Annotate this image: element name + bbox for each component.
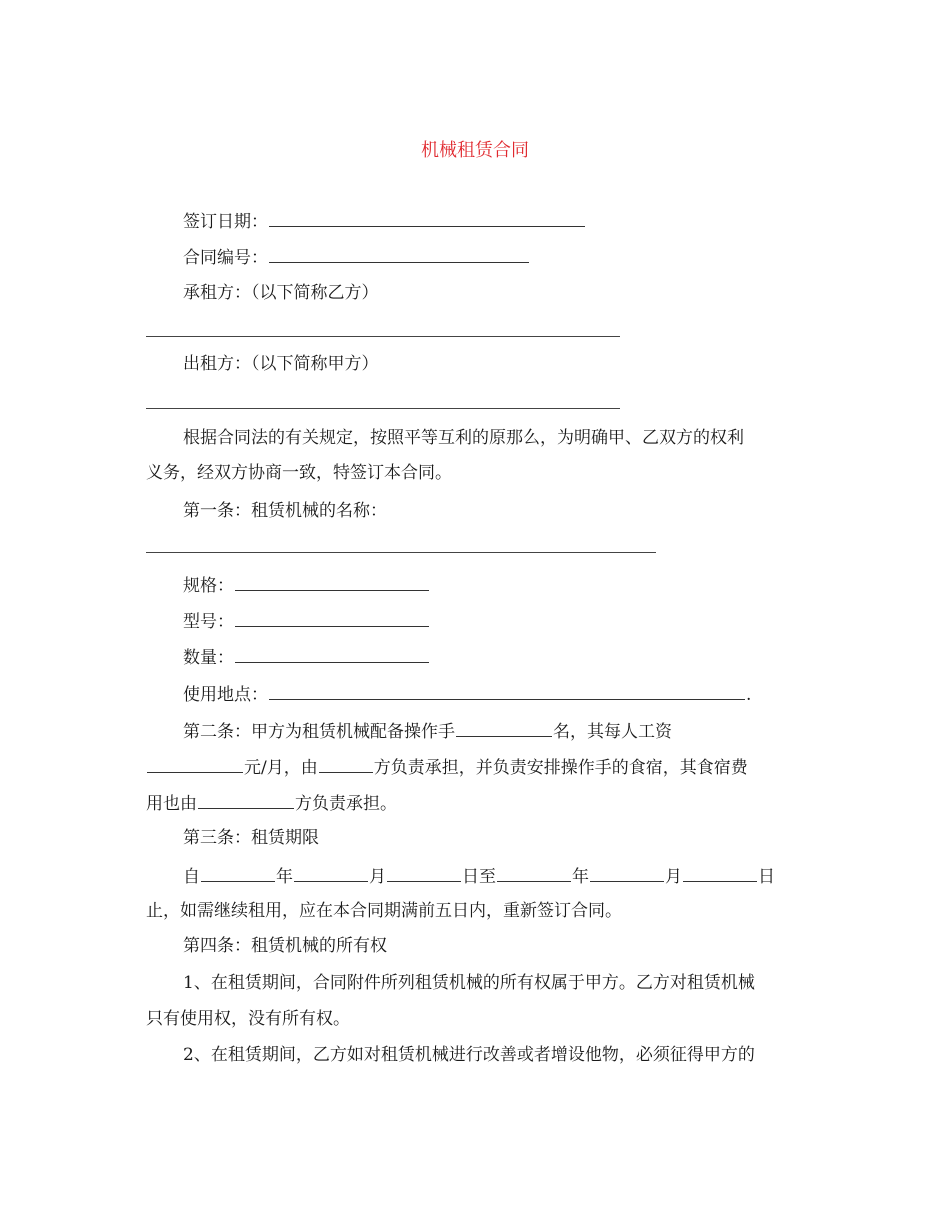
model-line — [183, 609, 430, 633]
sign-date-label: 签订日期： — [183, 212, 268, 232]
contract-no-line — [183, 245, 530, 269]
article-1-heading: 第一条：租赁机械的名称： — [183, 501, 387, 521]
model-blank[interactable] — [235, 609, 429, 627]
article-2-line-2 — [146, 755, 748, 779]
article-2-line-3 — [146, 791, 397, 815]
quantity-line — [183, 645, 430, 669]
lessee-label: 承租方：（以下简称乙方） — [183, 283, 379, 303]
lessee-name-blank[interactable] — [146, 336, 620, 337]
model-label: 型号： — [183, 612, 234, 632]
start-day-blank[interactable] — [387, 864, 461, 882]
end-month-blank[interactable] — [590, 864, 664, 882]
end-day-blank[interactable] — [683, 864, 757, 882]
lessor-label: 出租方：（以下简称甲方） — [183, 354, 379, 374]
board-payer-blank[interactable] — [198, 791, 294, 809]
article-4-clause-1-line-2: 只有使用权，没有所有权。 — [146, 1009, 350, 1029]
article-4-clause-1-line-1: 1、在租赁期间，合同附件所列租赁机械的所有权属于甲方。乙方对租赁机械 — [183, 973, 755, 993]
year-label-2: 年 — [572, 867, 589, 887]
year-label-1: 年 — [276, 867, 293, 887]
quantity-label: 数量： — [183, 648, 234, 668]
end-year-blank[interactable] — [497, 864, 571, 882]
spec-line — [183, 573, 430, 597]
article-4-heading: 第四条：租赁机械的所有权 — [183, 936, 387, 956]
article-2-text-e: 用也由 — [146, 794, 197, 814]
wage-blank[interactable] — [147, 755, 243, 773]
intro-line-2: 义务，经双方协商一致，特签订本合同。 — [146, 463, 452, 483]
wage-payer-blank[interactable] — [319, 755, 373, 773]
article-3-heading: 第三条：租赁期限 — [183, 828, 319, 848]
day-to-label: 日至 — [462, 867, 496, 887]
article-4-clause-2-line-1: 2、在租赁期间，乙方如对租赁机械进行改善或者增设他物，必须征得甲方的 — [183, 1045, 755, 1065]
contract-title: 机械租赁合同 — [421, 140, 529, 161]
article-2-line-1 — [183, 719, 672, 743]
article-3-line-2: 止，如需继续租用，应在本合同期满前五日内，重新签订合同。 — [146, 901, 622, 921]
location-line — [183, 682, 751, 706]
contract-no-label: 合同编号： — [183, 248, 268, 268]
contract-no-blank[interactable] — [269, 245, 529, 263]
spec-label: 规格： — [183, 576, 234, 596]
lessor-name-blank[interactable] — [146, 408, 620, 409]
start-year-blank[interactable] — [201, 864, 275, 882]
location-end: . — [746, 685, 752, 705]
article-2-text-f: 方负责承担。 — [295, 794, 397, 814]
spec-blank[interactable] — [235, 573, 429, 591]
period-from-label: 自 — [183, 867, 200, 887]
month-label-1: 月 — [369, 867, 386, 887]
article-2-text-a: 第二条：甲方为租赁机械配备操作手 — [183, 722, 455, 742]
article-2-text-d: 方负责承担，并负责安排操作手的食宿，其食宿费 — [373, 758, 748, 778]
location-blank[interactable] — [269, 682, 745, 700]
location-label: 使用地点： — [183, 685, 268, 705]
sign-date-blank[interactable] — [269, 209, 585, 227]
article-2-text-c: 元/月，由 — [244, 758, 318, 778]
day-label-2: 日 — [758, 867, 775, 887]
article-2-text-b: 名，其每人工资 — [553, 722, 672, 742]
month-label-2: 月 — [665, 867, 682, 887]
start-month-blank[interactable] — [294, 864, 368, 882]
operator-count-blank[interactable] — [456, 719, 552, 737]
sign-date-line — [183, 209, 586, 233]
quantity-blank[interactable] — [235, 645, 429, 663]
article-3-period-line — [183, 864, 775, 888]
intro-line-1: 根据合同法的有关规定，按照平等互利的原那么，为明确甲、乙双方的权利 — [183, 428, 744, 448]
machine-name-blank[interactable] — [146, 552, 656, 553]
